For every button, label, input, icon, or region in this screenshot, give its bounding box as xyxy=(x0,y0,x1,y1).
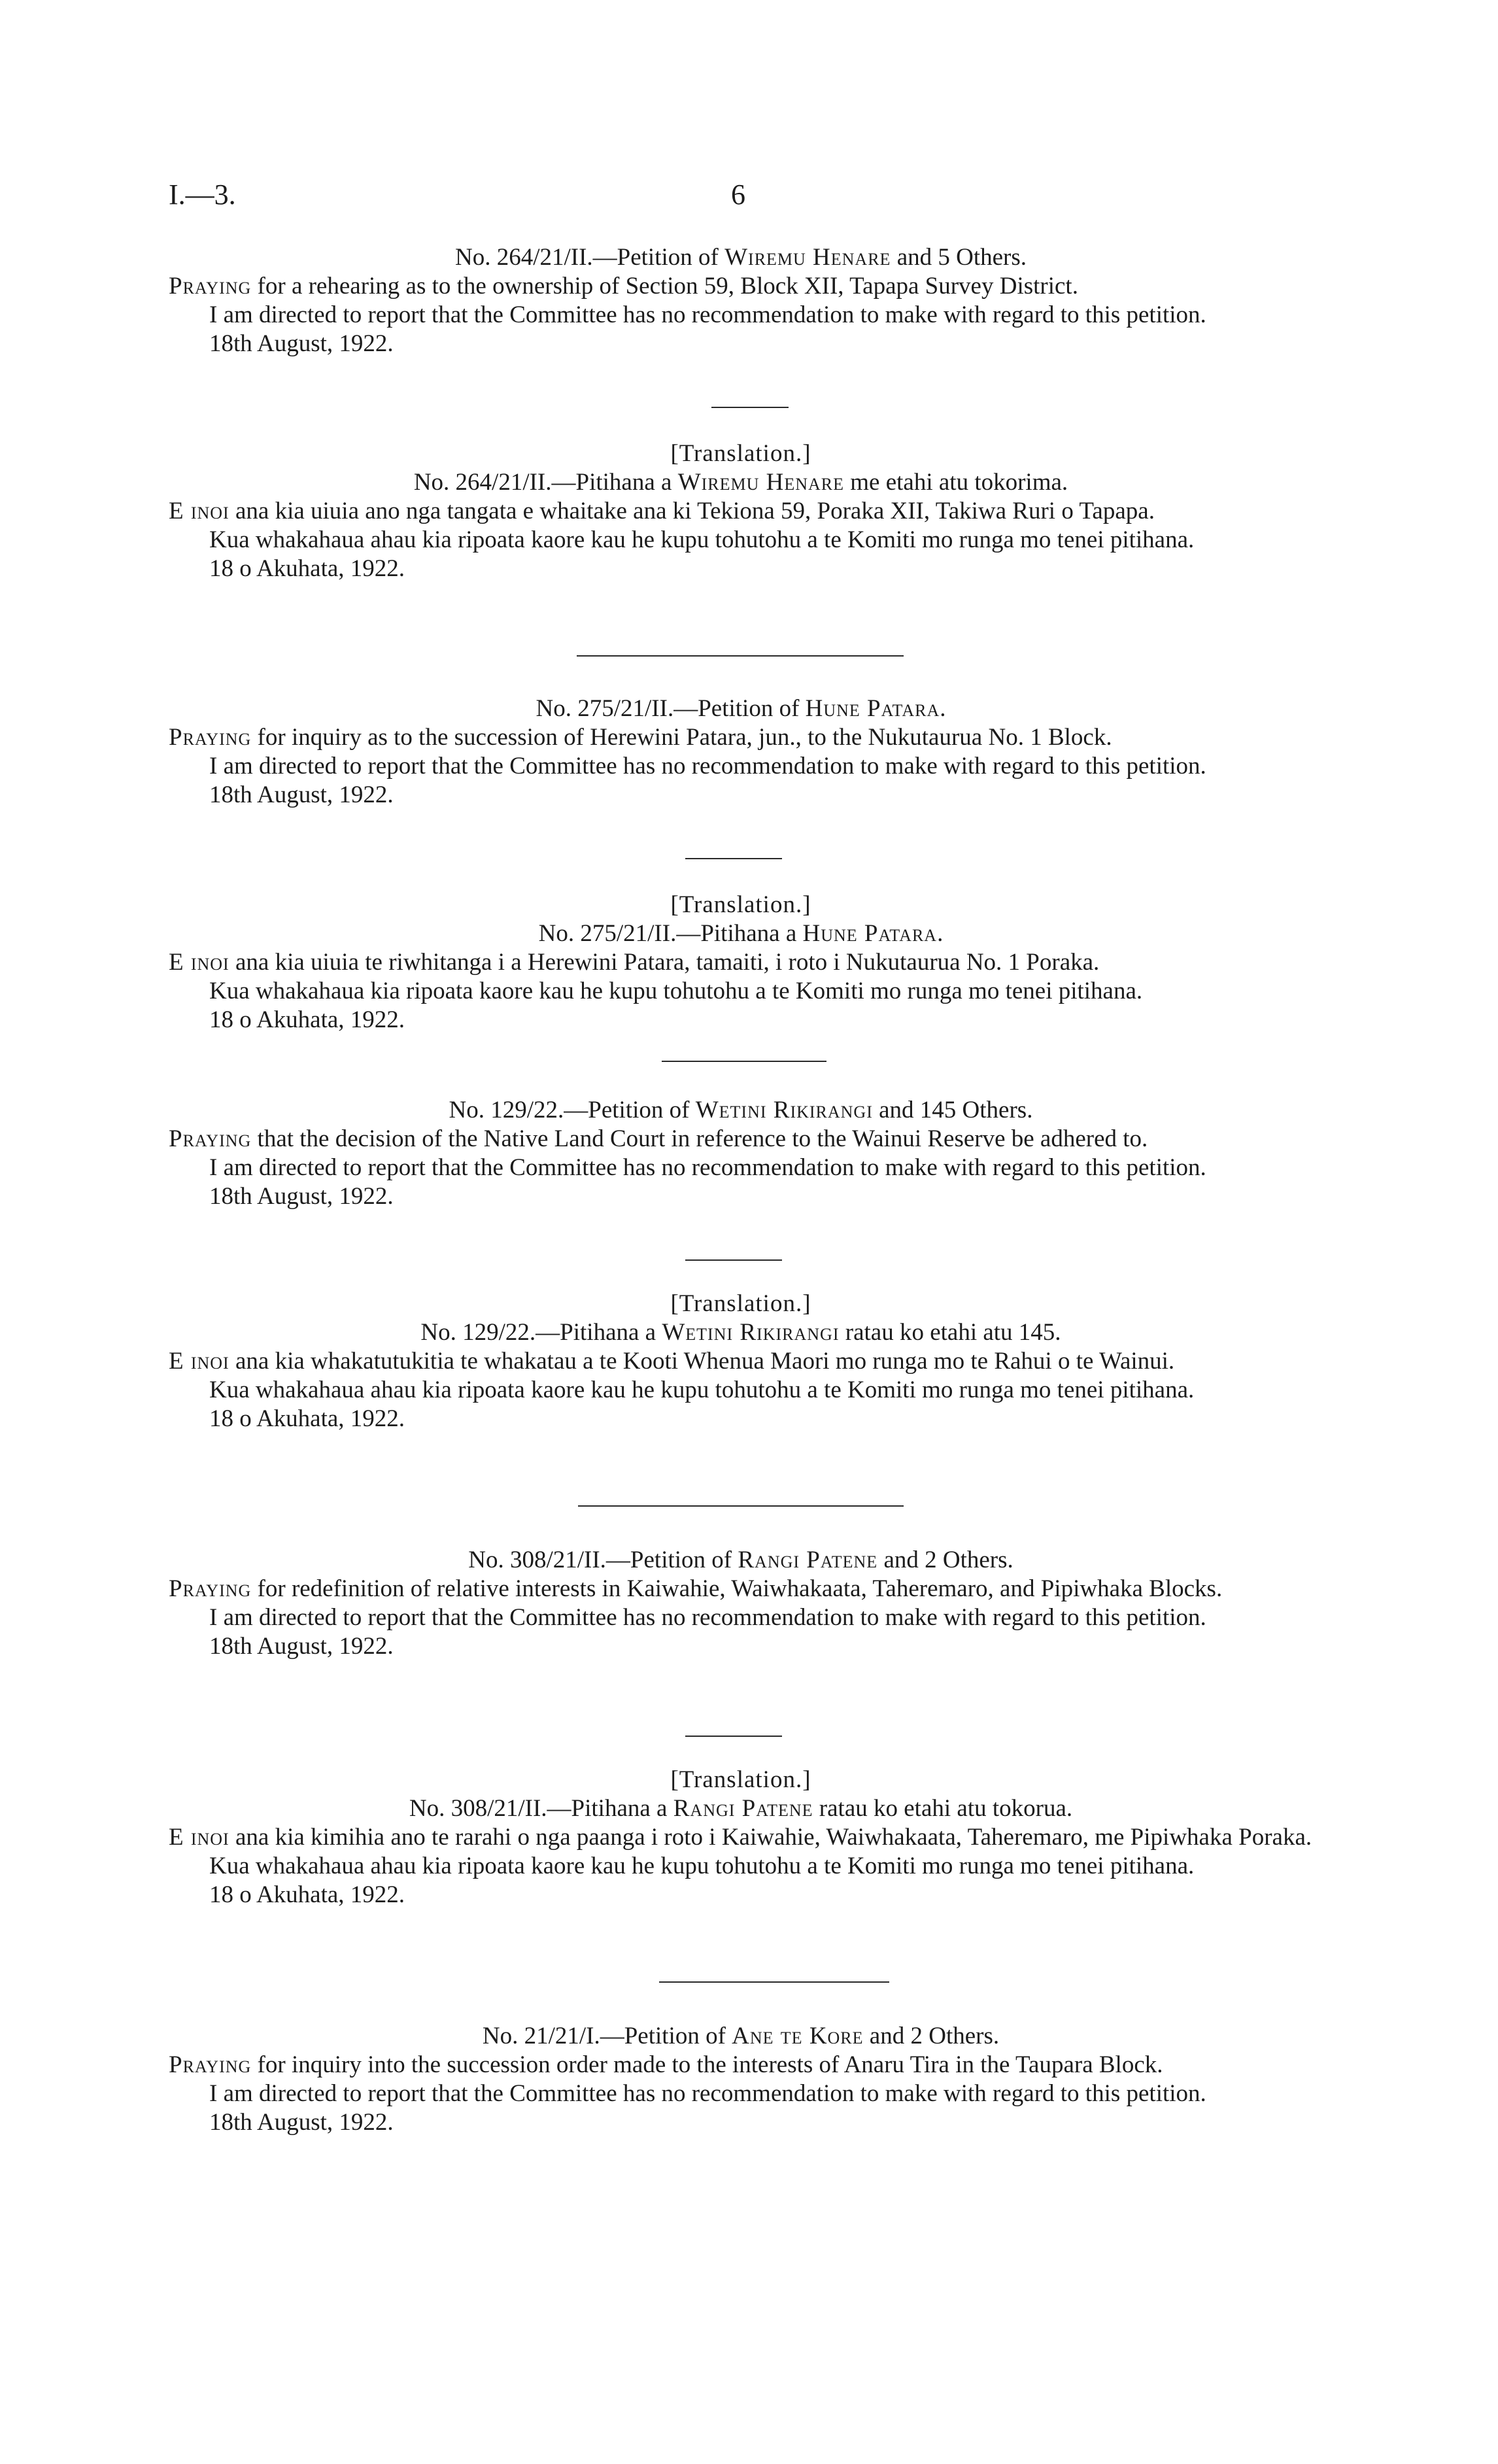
title-tail: . xyxy=(937,920,944,947)
petition-number: No. 275/21/II. xyxy=(536,695,674,722)
report-paragraph: I am directed to report that the Committee has no recommendation to make with regard to this petition. xyxy=(209,1154,1206,1181)
report-paragraph: I am directed to report that the Committee has no recommendation to make with regard to this petition. xyxy=(209,2080,1206,2107)
title-separator: —Pitihana a xyxy=(551,469,678,496)
petitioner-name: Hune Patara xyxy=(802,920,938,947)
prayer-text: for redefinition of relative interests in Kaiwahie, Waiwhakaata, Taheremaro, and Pipiwhaka Blocks. xyxy=(251,1575,1223,1602)
translation-label: [Translation.] xyxy=(670,891,811,918)
petition-275-english xyxy=(169,694,1313,810)
report-paragraph: Kua whakahaua ahau kia ripoata kaore kau he kupu tohutohu a te Komiti mo runga mo tenei pitihana. xyxy=(209,526,1195,553)
petition-308-english xyxy=(169,1546,1313,1661)
prayer-paragraph xyxy=(169,1347,1313,1376)
report-paragraph: Kua whakahaua kia ripoata kaore kau he kupu tohutohu a te Komiti mo runga mo tenei pitihana. xyxy=(209,978,1143,1004)
petition-number: No. 264/21/II. xyxy=(413,469,552,496)
report-paragraph: Kua whakahaua ahau kia ripoata kaore kau he kupu tohutohu a te Komiti mo runga mo tenei pitihana. xyxy=(209,1853,1195,1879)
prayer-paragraph xyxy=(169,497,1313,526)
title-tail: and 5 Others. xyxy=(891,244,1027,271)
report-date: 18 o Akuhata, 1922. xyxy=(209,1881,405,1908)
report-paragraph: I am directed to report that the Committee has no recommendation to make with regard to this petition. xyxy=(209,753,1206,779)
title-separator: —Petition of xyxy=(673,695,806,722)
petitioner-name: Wiremu Henare xyxy=(677,469,845,496)
report-date: 18 o Akuhata, 1922. xyxy=(209,555,405,582)
prayer-text: that the decision of the Native Land Court in reference to the Wainui Reserve be adhered to. xyxy=(251,1125,1148,1152)
petitioner-name: Hune Patara xyxy=(805,695,940,722)
title-tail: me etahi atu tokorima. xyxy=(844,469,1068,496)
petition-title xyxy=(169,694,1313,723)
prayer-text: for inquiry into the succession order made to the interests of Anaru Tira in the Taupara Block. xyxy=(251,2051,1163,2078)
prayer-lead: Praying xyxy=(169,273,252,299)
title-tail: and 145 Others. xyxy=(872,1097,1033,1123)
prayer-text: for inquiry as to the succession of Herewini Patara, jun., to the Nukutaurua No. 1 Block. xyxy=(251,724,1112,751)
section-divider xyxy=(711,407,789,408)
prayer-lead: E inoi xyxy=(169,1348,230,1375)
petitioner-name: Rangi Patene xyxy=(673,1795,813,1822)
petition-number: No. 129/22. xyxy=(420,1319,536,1346)
petition-129-english xyxy=(169,1096,1313,1211)
petition-title xyxy=(169,1096,1313,1125)
petition-number: No. 308/21/II. xyxy=(409,1795,547,1822)
title-tail: and 2 Others. xyxy=(877,1547,1013,1573)
petitioner-name: Wiremu Henare xyxy=(724,244,891,271)
prayer-text: ana kia uiuia te riwhitanga i a Herewini Patara, tamaiti, i roto i Nukutaurua No. 1 Poraka. xyxy=(229,949,1100,976)
title-separator: —Petition of xyxy=(592,244,725,271)
section-divider xyxy=(685,858,782,859)
petitioner-name: Wetini Rikirangi xyxy=(695,1097,873,1123)
petition-number: No. 129/22. xyxy=(449,1097,564,1123)
title-separator: —Pitihana a xyxy=(536,1319,662,1346)
petition-title xyxy=(169,919,1313,948)
report-date: 18th August, 1922. xyxy=(209,2109,394,2136)
petitioner-name: Ane te Kore xyxy=(732,2023,864,2049)
section-divider xyxy=(577,655,904,657)
page-number: 6 xyxy=(731,179,745,211)
section-divider xyxy=(662,1061,826,1062)
petition-title xyxy=(169,1318,1313,1347)
prayer-paragraph xyxy=(169,723,1313,752)
parliamentary-paper-reference: I.—3. xyxy=(169,179,236,211)
report-date: 18th August, 1922. xyxy=(209,1633,394,1660)
petition-number: No. 275/21/II. xyxy=(538,920,677,947)
prayer-lead: Praying xyxy=(169,724,252,751)
petition-21-english xyxy=(169,2022,1313,2137)
prayer-lead: Praying xyxy=(169,1125,252,1152)
petition-264-translation xyxy=(169,439,1313,583)
prayer-paragraph xyxy=(169,272,1313,301)
section-divider xyxy=(659,1981,889,1983)
prayer-text: ana kia whakatutukitia te whakatau a te Kooti Whenua Maori mo runga mo te Rahui o te Wainui. xyxy=(229,1348,1175,1375)
petition-number: No. 264/21/II. xyxy=(454,244,593,271)
report-date: 18th August, 1922. xyxy=(209,781,394,808)
report-date: 18th August, 1922. xyxy=(209,330,394,357)
prayer-text: ana kia uiuia ano nga tangata e whaitake ana ki Tekiona 59, Poraka XII, Takiwa Ruri o Tapapa. xyxy=(229,498,1155,524)
translation-label: [Translation.] xyxy=(670,440,811,467)
petition-129-translation xyxy=(169,1290,1313,1433)
petition-264-english xyxy=(169,243,1313,358)
title-separator: —Petition of xyxy=(564,1097,696,1123)
title-tail: ratau ko etahi atu 145. xyxy=(839,1319,1061,1346)
report-date: 18 o Akuhata, 1922. xyxy=(209,1405,405,1432)
petitioner-name: Rangi Patene xyxy=(738,1547,878,1573)
title-separator: —Pitihana a xyxy=(676,920,803,947)
section-divider xyxy=(578,1505,904,1507)
prayer-text: ana kia kimihia ano te rarahi o nga paanga i roto i Kaiwahie, Waiwhakaata, Taheremaro, me Pipiwhaka Poraka. xyxy=(229,1824,1312,1851)
petitioner-name: Wetini Rikirangi xyxy=(662,1319,840,1346)
petition-title xyxy=(169,1546,1313,1575)
prayer-paragraph xyxy=(169,1823,1313,1852)
translation-label: [Translation.] xyxy=(670,1290,811,1317)
petition-title xyxy=(169,243,1313,272)
prayer-paragraph xyxy=(169,1575,1313,1603)
petition-title xyxy=(169,468,1313,497)
petition-title xyxy=(169,2022,1313,2051)
title-tail: . xyxy=(940,695,946,722)
translation-label: [Translation.] xyxy=(670,1766,811,1793)
title-separator: —Pitihana a xyxy=(547,1795,673,1822)
report-paragraph: Kua whakahaua ahau kia ripoata kaore kau he kupu tohutohu a te Komiti mo runga mo tenei pitihana. xyxy=(209,1377,1195,1403)
prayer-lead: E inoi xyxy=(169,949,230,976)
prayer-text: for a rehearing as to the ownership of Section 59, Block XII, Tapapa Survey District. xyxy=(251,273,1078,299)
petition-number: No. 21/21/I. xyxy=(482,2023,600,2049)
prayer-lead: E inoi xyxy=(169,1824,230,1851)
prayer-lead: Praying xyxy=(169,1575,252,1602)
title-separator: —Petition of xyxy=(600,2023,732,2049)
prayer-paragraph xyxy=(169,948,1313,977)
petition-title xyxy=(169,1794,1313,1823)
section-divider xyxy=(685,1259,782,1261)
report-date: 18 o Akuhata, 1922. xyxy=(209,1006,405,1033)
report-paragraph: I am directed to report that the Committee has no recommendation to make with regard to this petition. xyxy=(209,301,1206,328)
title-separator: —Petition of xyxy=(605,1547,738,1573)
petition-275-translation xyxy=(169,891,1313,1035)
prayer-lead: E inoi xyxy=(169,498,230,524)
report-date: 18th August, 1922. xyxy=(209,1183,394,1210)
prayer-paragraph xyxy=(169,2051,1313,2079)
petition-number: No. 308/21/II. xyxy=(468,1547,606,1573)
prayer-paragraph xyxy=(169,1125,1313,1154)
report-paragraph: I am directed to report that the Committee has no recommendation to make with regard to this petition. xyxy=(209,1604,1206,1631)
title-tail: ratau ko etahi atu tokorua. xyxy=(813,1795,1073,1822)
title-tail: and 2 Others. xyxy=(863,2023,1000,2049)
section-divider xyxy=(685,1736,782,1737)
prayer-lead: Praying xyxy=(169,2051,252,2078)
petition-308-translation xyxy=(169,1766,1313,1909)
